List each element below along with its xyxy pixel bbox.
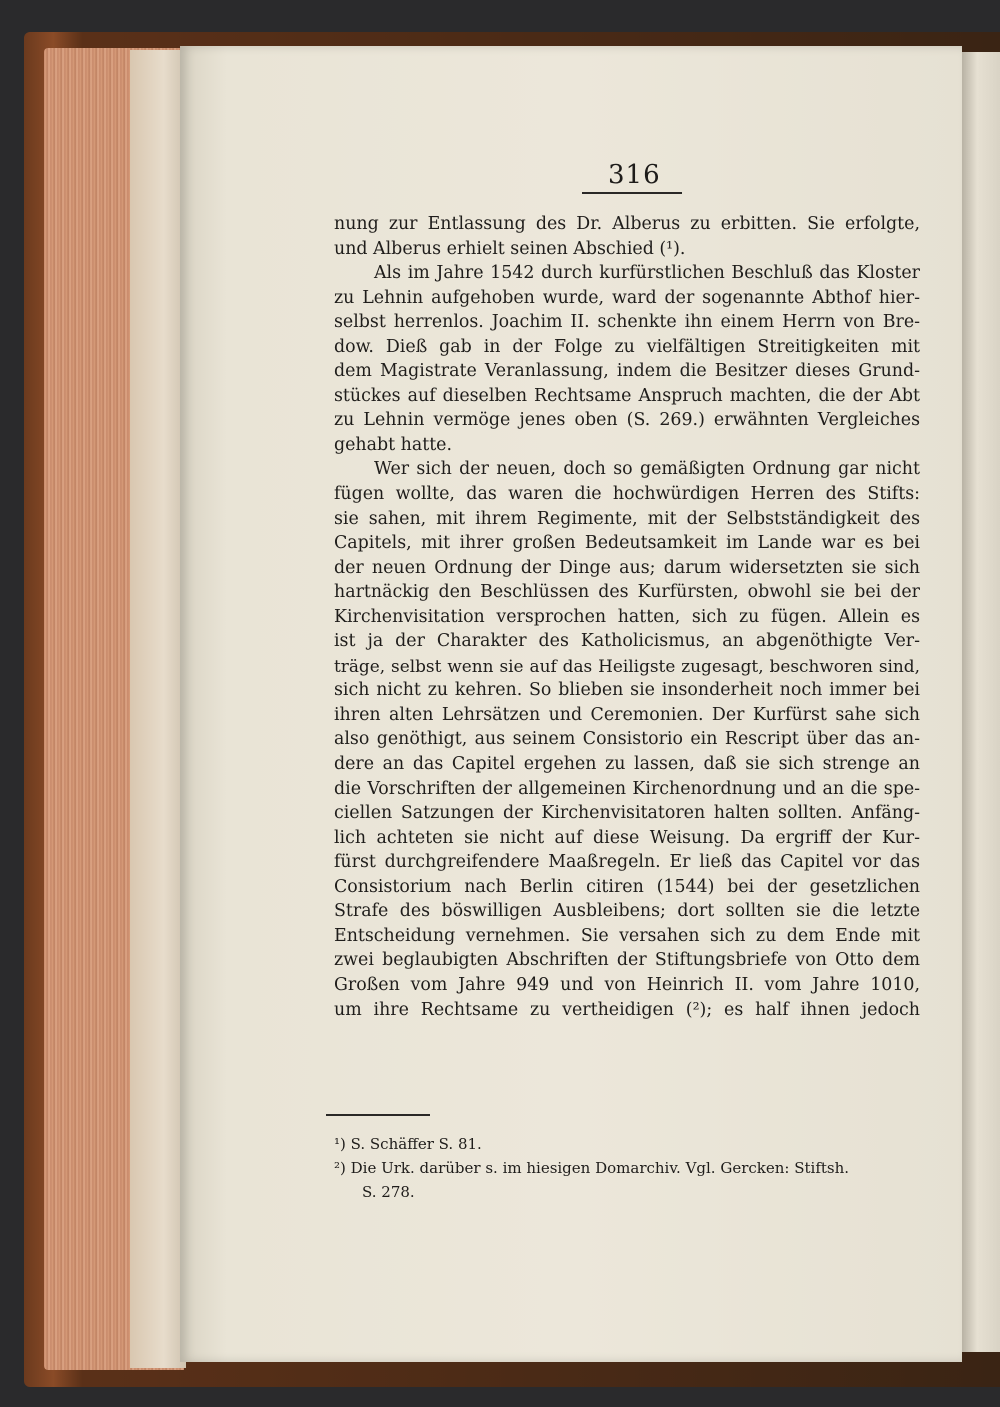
text-line: nung zur Entlassung des Dr. Alberus zu erbitten. Sie erfolgte, <box>334 214 920 234</box>
text-line: dem Magistrate Veranlassung, indem die Besitzer dieses Grund- <box>334 361 920 382</box>
facing-page-edge <box>962 52 1000 1352</box>
text-line: ihren alten Lehrsätzen und Ceremonien. Der Kurfürst sahe sich <box>334 704 920 725</box>
footnote-rule <box>326 1114 430 1116</box>
body-text <box>334 212 920 1022</box>
text-line: zu Lehnin aufgehoben wurde, ward der sogenannte Abthof hier- <box>334 287 920 308</box>
text-line: hartnäckig den Beschlüssen des Kurfürsten, obwohl sie bei der <box>334 582 920 603</box>
text-line: der neuen Ordnung der Dinge aus; darum widersetzten sie sich <box>334 557 920 578</box>
text-line: Capitels, mit ihrer großen Bedeutsamkeit im Lande war es bei <box>334 533 920 554</box>
text-line: die Vorschriften der allgemeinen Kirchenordnung und an die spe- <box>334 778 920 799</box>
footnote-2-continuation: S. 278. <box>362 1183 415 1201</box>
text-line: zu Lehnin vermöge jenes oben (S. 269.) erwähnten Vergleiches <box>334 410 920 431</box>
text-line: fügen wollte, das waren die hochwürdigen Herren des Stifts: <box>334 484 920 505</box>
page-edges-inner <box>130 50 186 1368</box>
text-line: dere an das Capitel ergehen zu lassen, daß sie sich strenge an <box>334 754 920 775</box>
footnotes <box>334 1132 920 1204</box>
page-number: 316 <box>608 160 661 190</box>
page-number-rule <box>582 192 682 194</box>
footnote-1: ¹) S. Schäffer S. 81. <box>334 1135 482 1153</box>
text-line: Wer sich der neuen, doch so gemäßigten Ordnung gar nicht <box>374 459 920 480</box>
text-line: träge, selbst wenn sie auf das Heiligste zugesagt, beschworen sind, <box>334 655 920 676</box>
text-line: stückes auf dieselben Rechtsame Anspruch machten, die der Abt <box>334 385 920 406</box>
text-line: also genöthigt, aus seinem Consistorio ein Rescript über das an- <box>334 729 920 750</box>
text-line: sie sahen, mit ihrem Regimente, mit der Selbstständigkeit des <box>334 508 920 529</box>
text-line: selbst herrenlos. Joachim II. schenkte ihn einem Herrn von Bre- <box>334 312 920 333</box>
text-line: Großen vom Jahre 949 und von Heinrich II. vom Jahre 1010, <box>334 974 920 995</box>
text-line: und Alberus erhielt seinen Abschied (¹). <box>334 238 686 259</box>
text-line: dow. Dieß gab in der Folge zu vielfältigen Streitigkeiten mit <box>334 336 920 357</box>
text-line: gehabt hatte. <box>334 434 453 455</box>
text-line: fürst durchgreifendere Maaßregeln. Er ließ das Capitel vor das <box>334 852 920 873</box>
text-line: um ihre Rechtsame zu vertheidigen (²); es half ihnen jedoch <box>334 999 920 1020</box>
text-line: Als im Jahre 1542 durch kurfürstlichen Beschluß das Kloster <box>374 263 920 284</box>
text-line: Strafe des böswilligen Ausbleibens; dort sollten sie die letzte <box>334 901 920 922</box>
text-line: Entscheidung vernehmen. Sie versahen sich zu dem Ende mit <box>334 925 920 946</box>
text-line: lich achteten sie nicht auf diese Weisung. Da ergriff der Kur- <box>334 827 920 848</box>
text-line: Kirchenvisitation versprochen hatten, sich zu fügen. Allein es <box>334 606 920 627</box>
text-line: zwei beglaubigten Abschriften der Stiftungsbriefe von Otto dem <box>334 950 920 971</box>
footnote-2: ²) Die Urk. darüber s. im hiesigen Domarchiv. Vgl. Gercken: Stiftsh. <box>334 1159 850 1177</box>
text-line: Consistorium nach Berlin citiren (1544) bei der gesetzlichen <box>334 876 920 897</box>
text-line: sich nicht zu kehren. So blieben sie insonderheit noch immer bei <box>334 680 920 701</box>
text-line: ist ja der Charakter des Katholicismus, an abgenöthigte Ver- <box>334 631 920 652</box>
text-line: ciellen Satzungen der Kirchenvisitatoren halten sollten. Anfäng- <box>334 803 920 824</box>
